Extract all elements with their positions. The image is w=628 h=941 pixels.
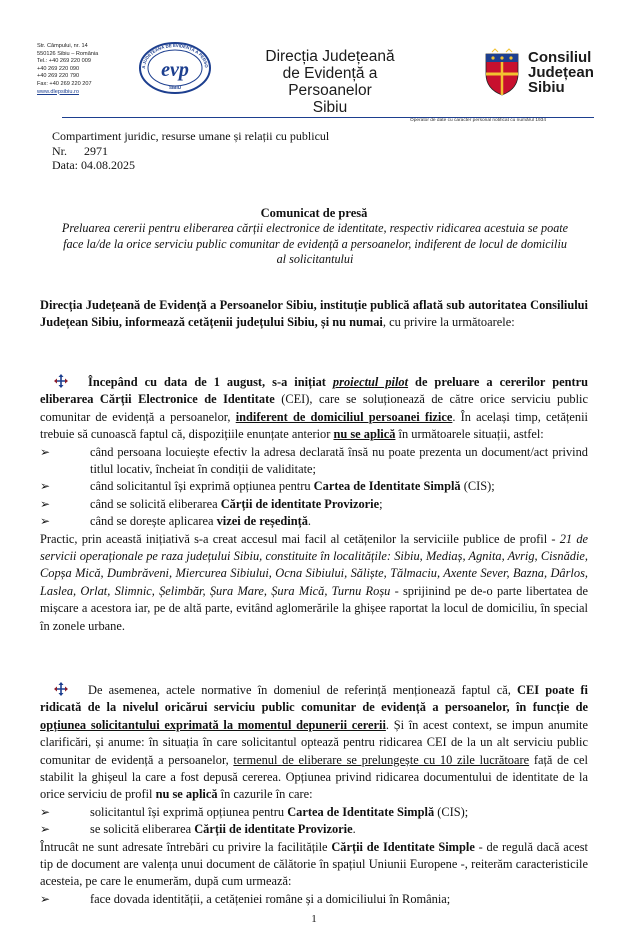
list-item: ➢ când persoana locuiește efectiv la adresa declarată însă nu poate prezenta un document/act privind titlul locativ, încheiat în condiții de validitate; [40, 444, 588, 479]
dlep-logo-icon [137, 40, 213, 96]
document-subtitle: Preluarea cererii pentru eliberarea cărții electronice de identitate, respectiv ridicarea acestuia se poate face la/de la orice serviciu public comunitar de evidență a persoanelor, indiferent de locul de domiciliu al solicitantului [61, 221, 569, 266]
list-item: ➢ solicitantul își exprimă opțiunea pentru Cartea de Identitate Simplă (CIS); [40, 804, 588, 821]
practic-paragraph: Practic, prin această inițiativă s-a creat accesul mai facil al cetățenilor la serviciile publice de profil - 21 de servicii operaționale pe raza județului Sibiu, constituite în localitățile: Sibiu, Mediaș, Agnita, Avrig, Cisnădie, Copșa Mică, Dumbrăveni, Miercurea Sibiului, Ocna Sibiului, Săliște, Tălmaciu, Axente Sever, Bazna, Dârlos, Laslea, Orlat, Slimnic, Șelimbăr, Șura Mare, Șura Mică, Turnu Roșu - sprijinind pe de-o parte libertatea de mișcare a acestora iar, pe de altă parte, evitând aglomerările la ghișee raportat la locul de domiciliu, în special în zonele urbane. [40, 531, 589, 633]
list-item: ➢ când se dorește aplicarea vizei de reședință. [40, 513, 588, 530]
list-item: ➢ când se solicită eliberarea Cărții de identitate Provizorie; [40, 496, 588, 513]
institution-name: Direcția Județeană de Evidență a Persoanelor Sibiu [265, 48, 395, 116]
svg-text:evp: evp [161, 59, 189, 81]
arrow-bullet-icon: ➢ [40, 891, 51, 906]
arrow-bullet-icon: ➢ [40, 822, 51, 837]
document-meta [52, 129, 329, 173]
address-line: +40 269 220 090 [37, 65, 80, 72]
county-council-name: Consiliul Județean Sibiu [528, 49, 594, 96]
section-pilot-project: Începând cu data de 1 august, s-a inițiat proiectul pilot de preluare a cererilor pentru eliberarea Cărții Electronice de Identitate (CEI), care se soluționează de către orice serviciu public comunitar de evidență a persoanelor, indiferent de domiciliul persoanei fizice. În același timp, cetățenii trebuie să cunoască faptul că, dispozițiile enunțate anterior nu se aplică în următoarele situații, astfel: ➢ când persoana locuiește efectiv la adresa declarată însă nu poate prezenta un document/act privind titlul locativ, încheiat în condiții de validitate; ➢ când solicitantul își exprimă opțiunea pentru Cartea de Identitate Simplă (CIS); ➢ când se solicită eliberarea Cărții de identitate Provizorie; ➢ când se dorește aplicarea vizei de reședință. Practic, prin această inițiativă s-a creat accesul mai facil al cetățenilor la serviciile publice de profil - 21 de servicii operaționale pe raza județului Sibiu, constituite în localitățile: Sibiu, Mediaș, Agnita, Avrig, Cisnădie, Copșa Mică, Dumbrăveni, Miercurea Sibiului, Ocna Sibiului, Săliște, Tălmaciu, Axente Sever, Bazna, Dârlos, Laslea, Orlat, Slimnic, Șelimbăr, Șura Mare, Șura Mică, Turnu Roșu - sprijinind pe de-o parte libertatea de mișcare a acestora iar, pe de altă parte, evitând aglomerările la ghișee raportat la locul de domiciliu, în special în zonele urbane. [40, 374, 588, 635]
list-item: ➢ se solicită eliberarea Cărții de identitate Provizorie. [40, 821, 588, 838]
arrow-bullet-icon: ➢ [40, 496, 51, 511]
registration-number: Nr. 2971 [52, 143, 108, 158]
quadruple-arrow-icon [52, 682, 70, 696]
list-item: ➢ face dovada identității, a cetățeniei române și a domiciliului în România; [40, 891, 588, 908]
intro-paragraph: Direcția Județeană de Evidență a Persoanelor Sibiu, instituție publică aflată sub autoritatea Consiliului Județean Sibiu, informează cetățenii județului Sibiu, și nu numai, cu privire la următoarele: [40, 298, 588, 330]
document-date: Data: 04.08.2025 [52, 158, 135, 172]
address-line: Tel.: +40 269 220 009 [37, 58, 91, 65]
arrow-bullet-icon: ➢ [40, 479, 51, 494]
address-line: Fax: +40 269 220 207 [37, 80, 92, 87]
svg-text:DIRECȚIA JUDEȚEANĂ DE EVIDENȚĂ: A JUDEȚEANĂ DE EVIDENȚĂ A PERSO [140, 42, 210, 69]
arrow-bullet-icon: ➢ [40, 804, 51, 819]
cis-paragraph: Întrucât ne sunt adresate întrebări cu privire la facilitățile Cărții de Identitate Simple - de regulă dacă acest tip de document are valența unui document de călătorie în spațiul Uniunii Europene -, reiterăm caracteristicile acesteia, pe care le enumerăm, după cum urmează: [40, 839, 588, 889]
arrow-bullet-icon: ➢ [40, 444, 51, 459]
page-number: 1 [311, 913, 317, 925]
address-line: 550126 Sibiu – România [37, 50, 99, 57]
document-title: Comunicat de presă [260, 206, 368, 220]
operator-note: Operator de date cu caracter personal notificat cu numărul 1934 [410, 118, 546, 123]
department-line: Compartiment juridic, resurse umane și relații cu publicul [52, 129, 330, 143]
address-line: Str. Câmpului, nr. 14 [37, 43, 88, 49]
county-crest-icon [482, 48, 522, 96]
website-link[interactable]: www.dlepsibiu.ro [37, 88, 79, 95]
arrow-bullet-icon: ➢ [40, 514, 51, 529]
svg-text:SIBIU: SIBIU [168, 85, 182, 90]
section-cei-pickup: De asemenea, actele normative în domeniul de referință menționează faptul că, CEI poate fi ridicată de la nivelul oricărui serviciu public comunitar de evidență a persoanelor, în funcție de opțiunea solicitantului exprimată la momentul depunerii cererii. Și în acest context, se impun anumite clarificări, și anume: în situația în care solicitantul optează pentru ridicarea CEI de la un alt serviciu public comunitar de evidență a persoanelor, termenul de eliberare se prelungește cu 10 zile lucrătoare față de cel stabilit la ghișeul la care a fost depusă cererea. Opțiunea privind ridicarea documentului de identitate de la orice serviciu de profil nu se aplică în cazurile în care: ➢ solicitantul își exprimă opțiunea pentru Cartea de Identitate Simplă (CIS); ➢ se solicită eliberarea Cărții de identitate Provizorie. Întrucât ne sunt adresate întrebări cu privire la facilitățile Cărții de Identitate Simple - de regulă dacă acest tip de document are valența unui document de călătorie în spațiul Uniunii Europene -, reiterăm caracteristicile acesteia, pe care le enumerăm, după cum urmează: ➢ face dovada identității, a cetățeniei române și a domiciliului în România; [40, 682, 588, 908]
list-item: ➢ când solicitantul își exprimă opțiunea pentru Cartea de Identitate Simplă (CIS); [40, 478, 588, 495]
header-address [37, 43, 137, 96]
address-line: +40 269 220 790 [37, 73, 80, 80]
quadruple-arrow-icon [52, 374, 70, 388]
